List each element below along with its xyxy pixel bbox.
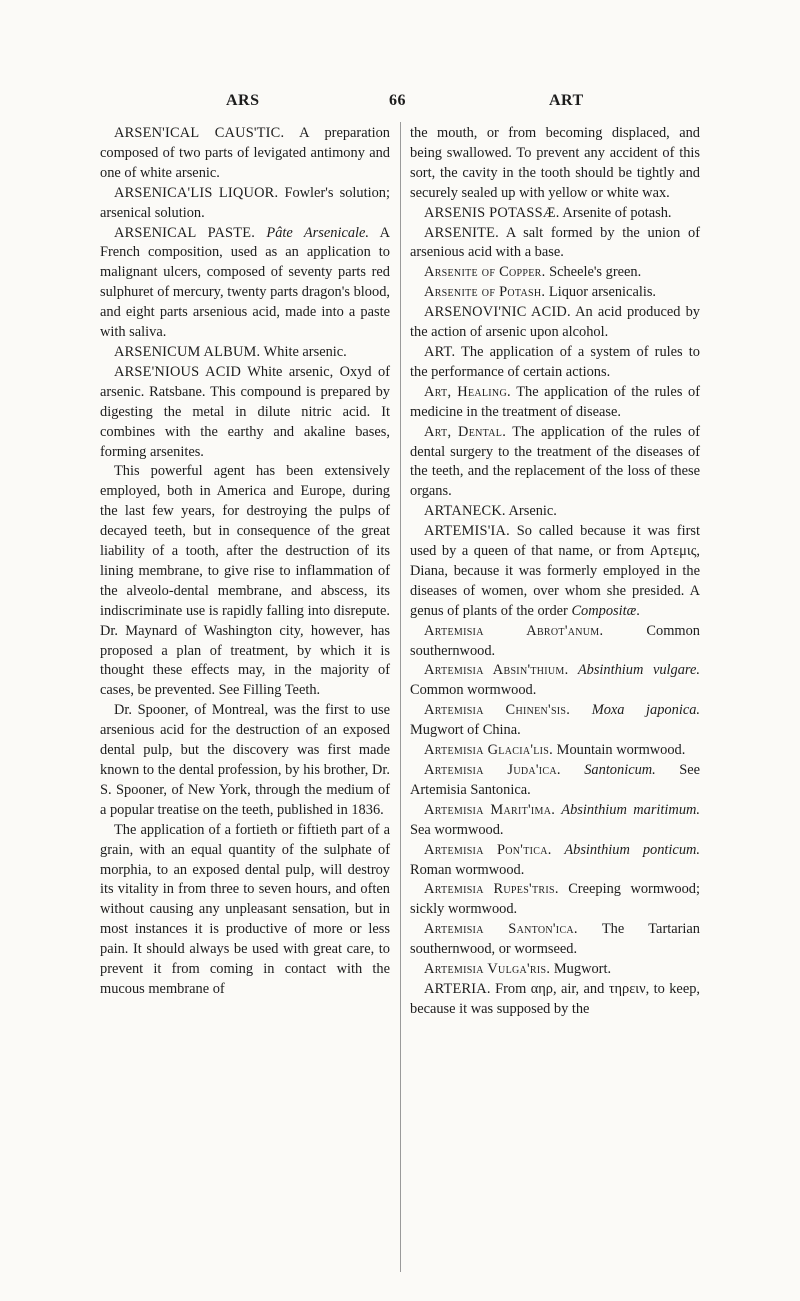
entry-headword: Artemisia Juda'ica. [424,762,561,778]
entry-headword: ARSENICUM ALBUM. [114,343,261,360]
dictionary-entry [410,283,700,303]
entry-latin-name: Compositæ [571,602,637,619]
dictionary-entry [410,960,700,980]
entry-definition: Roman wormwood. [410,861,525,878]
dictionary-entry [410,920,700,960]
dictionary-entry [410,761,700,801]
entry-latin-name: Santonicum. [560,762,656,778]
entry-headword: ARSEN'ICAL CAUS'TIC. [114,125,285,141]
dictionary-entry [410,522,700,622]
column-divider [400,122,401,1272]
entry-definition: Common wormwood. [410,682,537,699]
entry-latin-name: Absinthium vulgare. [568,662,700,679]
entry-definition: Dr. Spooner, of Montreal, was the first to use arsenious acid for the destruction of an exposed dental pulp, but the discovery was first made known to the dental profession, by his brother, Dr. S. Spooner, of New York, through the medium of a popular treatise on the teeth, published in 1836. [100,702,390,818]
dictionary-entry [410,841,700,881]
dictionary-entry [410,423,700,503]
entry-definition: An acid produced by the action of arsenic upon alcohol. [410,304,700,341]
entry-definition: Fowler's solution; arsenical solution. [100,184,390,221]
dictionary-entry [100,701,390,820]
entry-definition: the mouth, or from becoming displaced, and being swallowed. To prevent any accident of this sort, the cavity in the tooth should be tightly and securely sealed up with yellow or white wax. [410,125,700,201]
entry-definition: The application of the rules of medicine in the treatment of disease. [410,383,700,420]
dictionary-entry [410,880,700,920]
entry-definition: Arsenite of potash. [559,204,672,221]
dictionary-entry [410,343,700,383]
entry-definition: Mugwort of China. [410,722,521,739]
entry-latin-name: Moxa japonica. [570,702,700,719]
dictionary-entry [410,124,700,204]
entry-definition: The application of the rules of dental surgery to the treatment of the diseases of the teeth, and the replacement of the loss of these organs. [410,423,700,500]
entry-definition: The application of a fortieth or fiftieth part of a grain, with an equal quantity of the sulphate of morphia, to an exposed dental pulp, will destroy its vitality in from three to seven hours, and often without causing any unpleasant sensation, but in most instances it is productive of more or less pain. It should always be used with great care, to prevent it from coming in contact with the mucous membrane of [100,821,390,997]
entry-definition: Liquor arsenicalis. [545,284,657,301]
entry-definition: Creeping wormwood; sickly wormwood. [410,881,700,918]
entry-latin-name: Pâte Arsenicale. [255,224,370,241]
dictionary-entry [100,184,390,224]
entry-definition: So called because it was first used by a queen of that name, or from Αρτεμις, Diana, because it was formerly employed in the diseases of women, over whom she presided. A genus of plants of the order [410,523,700,619]
entry-headword: Artemisia Chinen'sis. [424,702,571,719]
entry-headword: Artemisia Absin'thium. [424,662,569,679]
dictionary-entry [410,502,700,522]
entry-headword: Artemisia Santon'ica. [424,921,578,938]
entry-latin-name: Absinthium maritimum. [555,801,700,818]
entry-headword: ARTERIA. [424,980,491,997]
entry-definition: The application of a system of rules to the performance of certain actions. [410,343,700,380]
entry-definition: Scheele's green. [545,264,642,281]
entry-definition: See Artemisia Santonica. [410,762,700,798]
entry-headword: ARTANECK. [424,503,506,520]
entry-definition: Sea wormwood. [410,821,504,838]
dictionary-entry [410,204,700,224]
entry-definition: White arsenic. [260,343,347,360]
dictionary-entry [100,462,390,701]
dictionary-entry [410,622,700,662]
entry-definition: Common southernwood. [410,622,700,659]
dictionary-entry [410,741,700,761]
dictionary-entry [410,801,700,841]
entry-definition: Arsenic. [505,503,557,520]
entry-headword: ARSENIS POTASSÆ. [424,204,560,221]
entry-definition: From αηρ, air, and τηρειν, to keep, because it was supposed by the [410,980,700,1017]
dictionary-entry [100,363,390,463]
entry-definition: White arsenic, Oxyd of arsenic. Ratsbane. This compound is prepared by digesting the metal in dilute nitric acid. It combines with the earthy and akaline bases, forming arsenites. [100,363,390,460]
running-head [0,92,800,116]
entry-headword: ART. [424,343,456,360]
dictionary-entry [410,303,700,343]
dictionary-entry [410,383,700,423]
left-column [100,124,390,1000]
page-number: 66 [389,92,406,109]
right-column [410,124,700,1020]
dictionary-entry [100,224,390,343]
entry-headword: Artemisia Glacia'lis. [424,742,554,759]
entry-headword: Artemisia Rupes'tris. [424,881,559,898]
entry-headword: ARSENICA'LIS LIQUOR. [114,184,279,201]
entry-headword: Arsenite of Potash. [424,284,546,301]
entry-headword: ARSENICAL PASTE. [114,224,256,241]
entry-definition: A salt formed by the union of arsenious acid with a base. [410,224,700,261]
entry-headword: ARSE'NIOUS ACID [114,363,242,380]
dictionary-entry [410,224,700,264]
entry-headword: Artemisia Marit'ima. [424,801,556,818]
dictionary-entry [100,821,390,1000]
entry-headword: Arsenite of Copper. [424,264,546,281]
entry-headword: Art, Healing. [424,383,511,400]
dictionary-entry [100,124,390,184]
running-head-left: ARS [226,92,260,109]
entry-definition: Mugwort. [550,961,612,978]
dictionary-entry [410,263,700,283]
entry-headword: ARTEMIS'IA. [424,523,510,540]
dictionary-entry [410,980,700,1020]
dictionary-entry [100,343,390,363]
entry-headword: ARSENOVI'NIC ACID. [424,304,571,321]
entry-definition: Mountain wormwood. [553,742,686,759]
running-head-right: ART [549,92,584,109]
entry-definition: A French composition, used as an application to malignant ulcers, composed of seventy parts red sulphuret of mercury, twenty parts dragon's blood, and eight parts arsenious acid, made into a paste with saliva. [100,224,390,341]
entry-headword: ARSENITE. [424,224,499,241]
entry-punctuation: . [636,602,640,619]
entry-headword: Artemisia Vulga'ris. [424,961,551,978]
dictionary-entry [410,701,700,741]
entry-headword: Artemisia Abrot'anum. [424,622,604,639]
entry-definition: The Tartarian southernwood, or wormseed. [410,921,700,958]
entry-headword: Art, Dental. [424,423,507,440]
entry-latin-name: Absinthium ponticum. [551,841,700,858]
entry-definition: A preparation composed of two parts of levigated antimony and one of white arsenic. [100,125,390,181]
dictionary-entry [410,661,700,701]
entry-definition: This powerful agent has been extensively employed, both in America and Europe, during the last few years, for destroying the pulps of decayed teeth, but in consequence of the great liability of a tooth, after the destruction of its lining membrane, to give rise to inflammation of the alveolo-dental membrane, and abscess, its indiscriminate use is rapidly falling into disrepute. Dr. Maynard of Washington city, however, has proposed a plan of treatment, by which it is thought these effects may, in the majority of cases, be prevented. See Filling Teeth. [100,463,390,699]
entry-headword: Artemisia Pon'tica. [424,841,552,858]
